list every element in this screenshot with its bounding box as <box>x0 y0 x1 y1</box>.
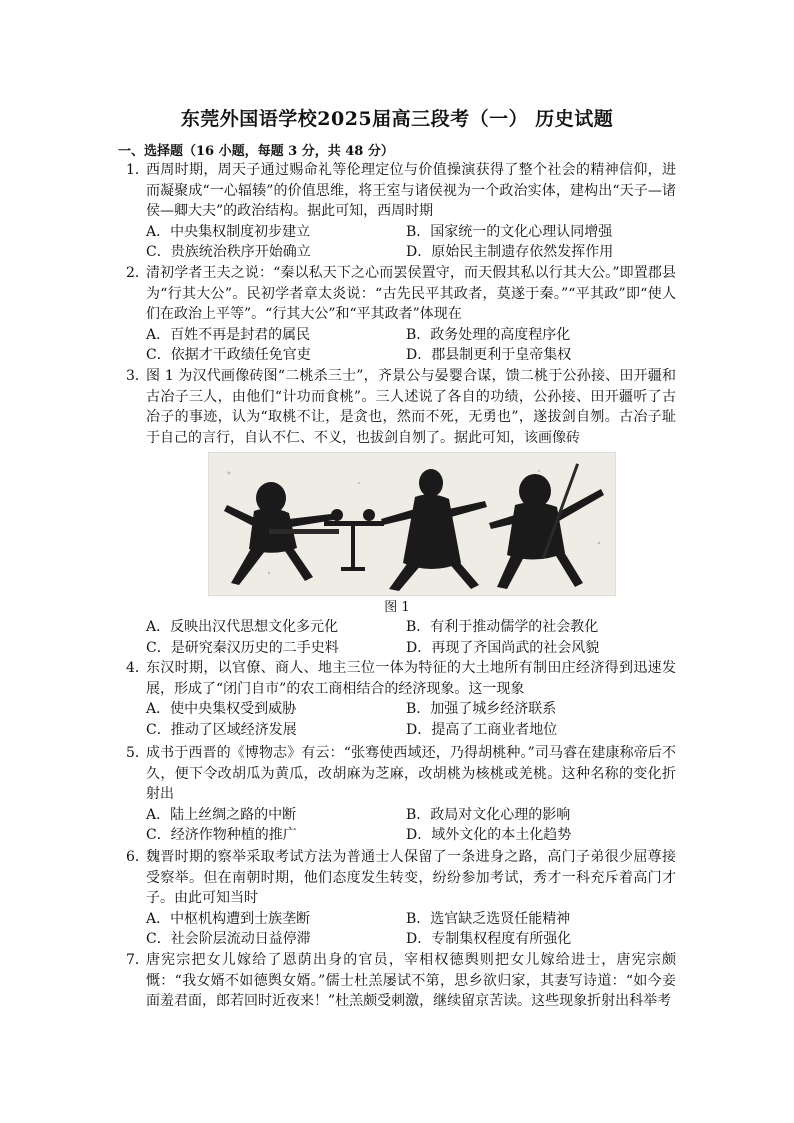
option-d: D．原始民主制遗存依然发挥作用 <box>406 244 614 260</box>
section-heading: 一、选择题（16 小题，每题 3 分，共 48 分） <box>118 144 394 159</box>
question-number: 5． <box>126 745 149 761</box>
option-d: D．提高了工商业者地位 <box>406 721 558 738</box>
question-7 <box>126 950 676 1012</box>
question-stem: 西周时期，周天子通过赐命礼等伦理定位与价值操演获得了整个社会的精神信仰，进而凝聚成“一心辐辏”的价值思维，将王室与诸侯视为一个政治实体，建构出“天子—诸侯—卿大夫”的政治结构。据此可知，西周时期 <box>146 162 676 219</box>
options <box>146 222 676 263</box>
option-a: A．百姓不再是封君的属民 <box>146 326 311 343</box>
question-number: 3． <box>126 368 149 384</box>
option-d: D．再现了齐国尚武的社会风貌 <box>406 639 600 656</box>
figure-caption: 图 1 <box>384 600 410 615</box>
question-number: 2． <box>126 265 149 281</box>
option-d: D．专制集权程度有所强化 <box>406 931 572 947</box>
question-2 <box>126 263 676 366</box>
option-a: A．陆上丝绸之路的中断 <box>146 806 297 823</box>
question-stem: 成书于西晋的《博物志》有云：“张骞使西域还，乃得胡桃种。”司马睿在建康称帝后不久，便下令改胡瓜为黄瓜，改胡麻为芝麻，改胡桃为核桃或羌桃。这种名称的变化折射出 <box>146 745 676 802</box>
question-4 <box>126 658 676 740</box>
option-b: B．加强了城乡经济联系 <box>406 701 557 717</box>
question-number: 1． <box>126 162 149 178</box>
options <box>146 325 676 366</box>
option-a: A．反映出汉代思想文化多元化 <box>146 619 339 635</box>
option-b: B．国家统一的文化心理认同增强 <box>406 223 613 240</box>
question-6 <box>126 847 676 950</box>
option-b: B．有利于推动儒学的社会教化 <box>406 619 599 635</box>
options <box>146 617 676 658</box>
question-5 <box>126 743 676 846</box>
option-d: D．郡县制更利于皇帝集权 <box>406 347 572 363</box>
options <box>146 909 676 950</box>
option-a: A．中枢机构遭到士族垄断 <box>146 910 311 927</box>
option-b: B．政务处理的高度程序化 <box>406 326 571 343</box>
question-stem: 图 1 为汉代画像砖图“二桃杀三士”，齐景公与晏婴合谋，馈二桃于公孙接、田开疆和古冶子三人，由他们“计功而食桃”。三人述说了各自的功绩，公孙接、田开疆听了古冶子的事迹，认为“取桃不让，是贪也，然而不死，无勇也”，遂拔剑自刎。古冶子耻于自己的言行，自认不仁、不义，也拔剑自刎了。据此可知，该画像砖 <box>146 368 676 446</box>
question-stem: 唐宪宗把女儿嫁给了恩荫出身的官员，宰相权德舆则把女儿嫁给进士，唐宪宗颇慨：“我女婿不如德舆女婿。”儒士杜羔屡试不第，思乡欲归家，其妻写诗道：“如今妾面羞君面，郎若回时近夜来！”杜羔颇受刺激，继续留京苦读。这些现象折射出科举考 <box>146 952 676 1009</box>
two-peaches-relief-illustration <box>209 453 615 595</box>
question-3-options <box>126 617 676 658</box>
option-d: D．域外文化的本土化趋势 <box>406 827 572 843</box>
option-c: C．推动了区域经济发展 <box>146 721 297 738</box>
page-title: 东莞外国语学校2025届高三段考（一） 历史试题 <box>180 108 614 130</box>
option-c: C．经济作物种植的推广 <box>146 827 297 843</box>
option-c: C．贵族统治秩序开始确立 <box>146 244 311 260</box>
question-number: 7． <box>126 952 149 968</box>
option-c: C．社会阶层流动日益停滞 <box>146 931 311 947</box>
question-stem: 清初学者王夫之说：“秦以私天下之心而罢侯置守，而天假其私以行其大公。”即置郡县为“行其大公”。民初学者章太炎说：“古先民平其政者，莫遂于秦。”“平其政”即“使人们在政治上平等”。“行其大公”和“平其政者”体现在 <box>146 265 676 322</box>
figure-1-relief-image <box>208 452 616 596</box>
option-b: B．政局对文化心理的影响 <box>406 806 571 823</box>
question-3 <box>126 366 676 448</box>
option-b: B．选官缺乏选贤任能精神 <box>406 910 571 927</box>
option-c: C．依据才干政绩任免官吏 <box>146 347 311 363</box>
options <box>146 805 676 846</box>
option-a: A．中央集权制度初步建立 <box>146 223 311 240</box>
question-1 <box>126 160 676 263</box>
question-stem: 东汉时期，以官僚、商人、地主三位一体为特征的大土地所有制田庄经济得到迅速发展，形成了“闭门自市”的农工商相结合的经济现象。这一现象 <box>146 660 676 697</box>
option-a: A．使中央集权受到威胁 <box>146 701 297 717</box>
question-stem: 魏晋时期的察举采取考试方法为普通士人保留了一条进身之路，高门子弟很少屈尊接受察举。但在南朝时期，他们态度发生转变，纷纷参加考试，秀才一科充斥着高门才子。由此可知当时 <box>146 849 676 906</box>
option-c: C．是研究秦汉历史的二手史料 <box>146 639 339 656</box>
options <box>146 699 676 740</box>
question-number: 6． <box>126 849 149 865</box>
question-number: 4． <box>126 660 149 676</box>
